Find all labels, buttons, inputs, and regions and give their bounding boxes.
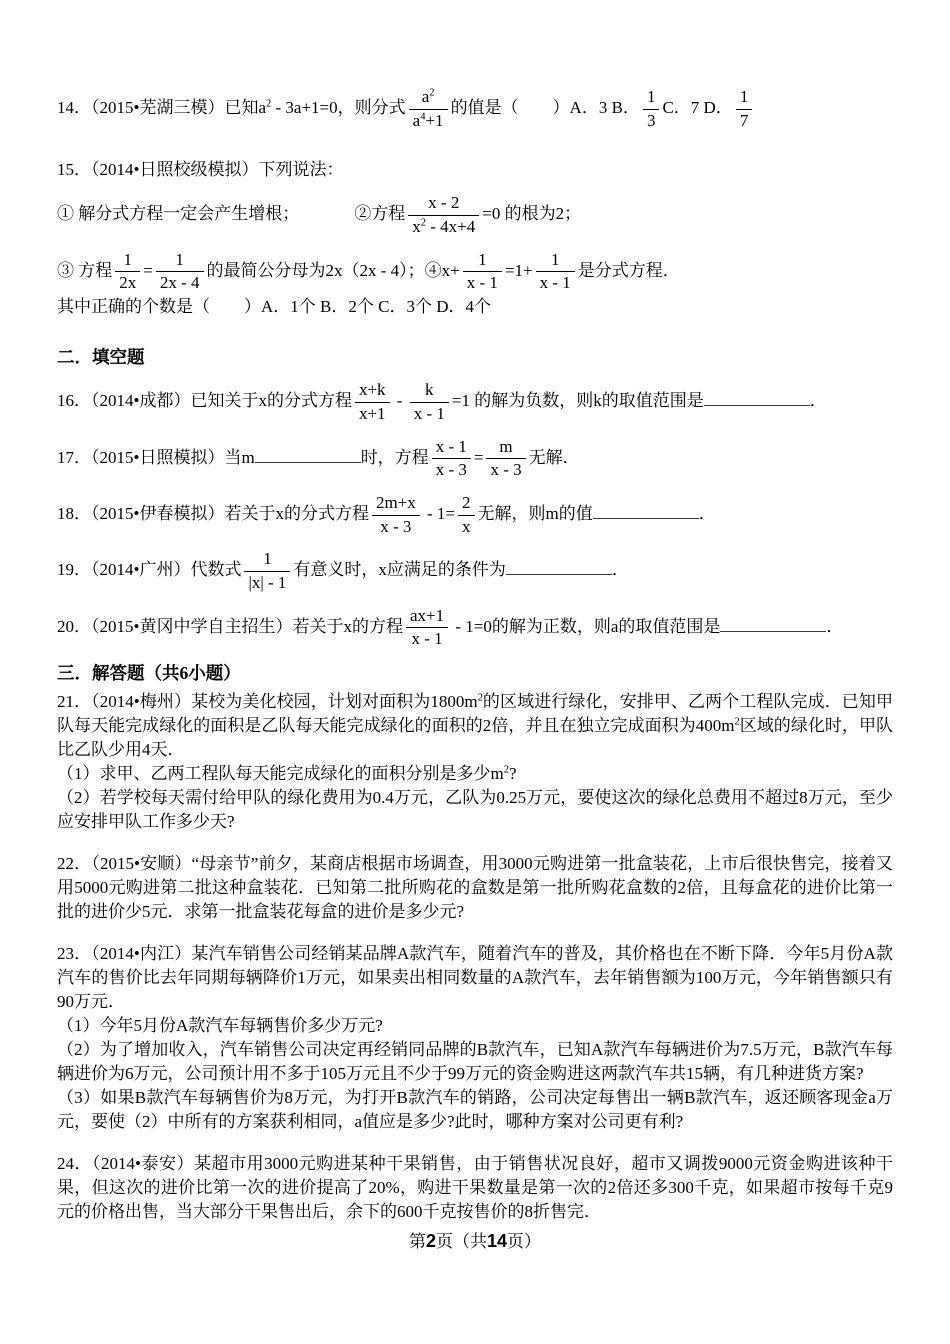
text-run: 2 (462, 492, 471, 512)
text-run: 1 (739, 87, 749, 106)
text-run: - 3a+1=0，则分式 (271, 98, 406, 118)
text-run: x (412, 217, 421, 237)
fraction (458, 494, 475, 536)
answer-blank (720, 629, 826, 632)
text-run: x+k (358, 380, 386, 400)
text-run: - 4x+4 (426, 217, 476, 237)
fraction-numerator (409, 88, 448, 110)
text-run: m (499, 436, 513, 456)
text-run: 3 (646, 110, 656, 130)
superscript: 2 (420, 217, 427, 229)
text-run: 无解，则m的值 (477, 503, 593, 523)
fraction (115, 251, 140, 293)
text-run: 时，方程 (360, 447, 429, 467)
fraction-denominator (432, 459, 471, 480)
question-18 (57, 492, 893, 538)
fraction-denominator (458, 516, 475, 537)
question-23-part-2 (57, 1038, 893, 1086)
text-run: x+1 (358, 403, 386, 423)
fraction (244, 550, 290, 592)
text-run: 21．（2014•梅州）某校为美化校园，计划对面积为1800m (57, 692, 478, 711)
section-heading-fill-in (57, 345, 893, 369)
fraction (409, 88, 448, 130)
text-run: k (425, 380, 434, 400)
text-run: x - 3 (490, 460, 522, 480)
superscript: 4 (420, 111, 426, 123)
fraction-numerator (410, 381, 449, 403)
fraction-numerator (463, 251, 502, 273)
text-run: 的值是（ ）A．3 B． (450, 98, 640, 118)
fraction-numerator (643, 88, 660, 110)
fraction-numerator (355, 381, 390, 403)
text-run: 其中正确的个数是（ ）A．1个 B．2个 C．3个 D．4个 (57, 297, 491, 317)
text-run: x - 1 (413, 403, 445, 423)
text-run: 二．填空题 (57, 347, 145, 368)
text-run: = (143, 260, 153, 280)
text-run: 页） (507, 1232, 542, 1251)
text-run: 14．（2015•芜湖三模）已知a (57, 98, 266, 118)
text-run: a (412, 110, 421, 130)
text-run: x - 1 (539, 273, 571, 293)
text-run: = (473, 447, 484, 467)
text-run: 1 (478, 249, 487, 269)
question-21-part-1 (57, 762, 893, 786)
section-heading-solutions (57, 661, 893, 685)
text-run: 20．（2015•黄冈中学自主招生）若关于x的方程 (57, 616, 403, 636)
question-22 (57, 852, 893, 924)
fraction (486, 438, 525, 480)
text-run: x - 3 (435, 460, 467, 480)
text-run: 的区域进行绿化，安排甲、乙两个工程队完成．已知甲队每天能完成绿化的面积是乙队每天能完成绿化的面积的2倍，并且在独立完成面积为400m (57, 692, 893, 735)
fraction-denominator (408, 216, 479, 237)
superscript: 2 (429, 87, 435, 99)
text-run: =0 的根为2； (482, 204, 582, 224)
text-run: 1 (123, 249, 132, 269)
text-run: x - 3 (380, 516, 412, 536)
fraction-denominator (486, 459, 525, 480)
fraction (410, 381, 449, 423)
text-run: 无解． (528, 447, 580, 467)
text-run: 有意义时，x应满足的条件为 (293, 560, 506, 580)
text-run: - (392, 391, 407, 411)
text-run: x - 1 (466, 273, 498, 293)
text-run: 2m+x (375, 492, 416, 512)
text-run: x - 2 (428, 193, 460, 213)
fraction-denominator (410, 403, 449, 424)
fraction-numerator (536, 251, 575, 273)
text-run: 2x (119, 273, 137, 293)
superscript: 2 (734, 716, 740, 728)
text-run: a (421, 87, 430, 106)
text-run: 页（共 (435, 1232, 487, 1251)
fraction (432, 438, 471, 480)
question-24 (57, 1152, 893, 1224)
text-run: ① 解分式方程一定会产生增根； (57, 204, 300, 224)
fraction-numerator (406, 607, 448, 629)
text-run: ax+1 (409, 605, 445, 625)
text-run: =1 的解为负数，则k的取值范围是 (451, 391, 704, 411)
fraction-numerator (115, 251, 140, 273)
text-run: |x| - 1 (248, 572, 287, 592)
text-run: 区域的绿化时，甲队比乙队少用4天． (57, 716, 893, 759)
text-run: 的最简公分母为2x（2x - 4）；④x+ (206, 260, 460, 280)
question-16 (57, 379, 893, 425)
fraction-denominator (355, 403, 390, 424)
question-20 (57, 605, 893, 651)
text-run: 1 (263, 549, 272, 569)
text-run: x (462, 516, 471, 536)
fraction-numerator (156, 251, 204, 273)
fraction (536, 251, 575, 293)
text-run: （1）今年5月份A款汽车每辆售价多少万元? (57, 1016, 383, 1035)
text-run: ? (509, 764, 517, 783)
text-run: 1 (175, 249, 184, 269)
question-15-statements-1-2 (57, 192, 893, 238)
text-run: ． (698, 503, 716, 523)
question-17 (57, 436, 893, 482)
answer-blank (593, 516, 699, 519)
fraction (463, 251, 502, 293)
document-content (57, 86, 893, 1254)
question-15-options (57, 295, 893, 319)
fraction-denominator (156, 272, 204, 293)
text-run: 三．解答题（共6小题） (57, 663, 241, 683)
text-run: 15．（2014•日照校级模拟）下列说法： (57, 160, 344, 180)
bold-text: 14 (486, 1231, 508, 1251)
fraction-denominator (463, 272, 502, 293)
answer-blank (704, 403, 810, 406)
fraction-denominator (643, 110, 660, 131)
fraction (643, 88, 660, 130)
text-run: 18．（2015•伊春模拟）若关于x的分式方程 (57, 503, 369, 523)
bold-text: 2 (425, 1231, 436, 1251)
fraction-denominator (244, 572, 290, 593)
text-run: （3）如果B款汽车每辆售价为8万元，为打开B款汽车的销路，公司决定每售出一辆B款汽车，返还顾客现金a万元，要使（2）中所有的方案获利相同，a值应是多少?此时，哪种方案对公司更有利? (57, 1088, 893, 1131)
text-run: 2x - 4 (159, 273, 200, 293)
fraction-numerator (408, 194, 479, 216)
question-21 (57, 690, 893, 762)
text-run: C．7 D． (662, 98, 733, 118)
text-run: ． (826, 616, 844, 636)
fraction-numerator (372, 494, 420, 516)
text-run: =1+ (504, 260, 533, 280)
question-21-part-2 (57, 786, 893, 834)
page-footer (57, 1229, 893, 1254)
text-run: 第 (408, 1232, 426, 1251)
text-run: 1 (550, 249, 560, 269)
fraction-denominator (536, 272, 575, 293)
text-run: 24．（2014•泰安）某超市用3000元购进某种干果销售，由于销售状况良好，超市又调拨9000元资金购进该种干果，但这次的进价比第一次的进价提高了20%，购进干果数量是第一次的2倍还多300千克，如果超市按每千克9元的价格出售，当大部分干果售出后，余下的600千克按售价的8折售完． (57, 1154, 893, 1221)
question-23 (57, 942, 893, 1014)
text-run: ③ 方程 (57, 260, 113, 280)
fraction (408, 194, 479, 236)
fraction-numerator (458, 494, 475, 516)
text-run: x - 1 (435, 436, 467, 456)
text-run: （2）若学校每天需付给甲队的绿化费用为0.4万元，乙队为0.25万元，要使这次的绿化总费用不超过8万元，至少应安排甲队工作多少天? (57, 788, 893, 831)
fraction-numerator (486, 438, 525, 460)
text-run: 是分式方程． (577, 260, 680, 280)
text-run: 7 (739, 110, 749, 130)
fraction-denominator (406, 628, 448, 649)
fraction-numerator (244, 550, 290, 572)
text-run: 23．（2014•内江）某汽车销售公司经销某品牌A款汽车，随着汽车的普及，其价格也在不断下降．今年5月份A款汽车的售价比去年同期每辆降价1万元，如果卖出相同数量的A款汽车，去年销售额为100万元，今年销售额只有90万元． (57, 944, 893, 1011)
text-run: ②方程 (354, 204, 406, 224)
text-run: 16．（2014•成都）已知关于x的分式方程 (57, 391, 352, 411)
text-run: （1）求甲、乙两工程队每天能完成绿化的面积分别是多少m (57, 764, 504, 783)
fraction (156, 251, 204, 293)
superscript: 2 (266, 98, 272, 110)
text-run: 19．（2014•广州）代数式 (57, 560, 242, 580)
fraction (736, 88, 753, 130)
question-19 (57, 548, 893, 594)
fraction-denominator (115, 272, 140, 293)
text-run: 1 (646, 87, 656, 106)
text-run: - 1=0的解为正数，则a的取值范围是 (451, 616, 721, 636)
superscript: 2 (477, 692, 483, 704)
text-run: - 1= (422, 503, 456, 523)
fraction (372, 494, 420, 536)
fraction-denominator (409, 110, 448, 131)
superscript: 2 (503, 764, 509, 776)
fraction-numerator (432, 438, 471, 460)
fraction (355, 381, 390, 423)
text-run: +1 (425, 110, 444, 130)
fraction-denominator (736, 110, 753, 131)
fraction (406, 607, 448, 649)
text-run: 17．（2015•日照模拟）当m (57, 447, 255, 467)
text-run: 22．（2015•安顺）“母亲节”前夕，某商店根据市场调查，用3000元购进第一批盒装花，上市后很快售完，接着又用5000元购进第二批这种盒装花．已知第二批所购花的盒数是第一批所购花盒数的2倍，且每盒花的进价比第一批的进价少5元．求第一批盒装花每盒的进价是多少元? (57, 854, 893, 921)
text-run: ． (611, 560, 629, 580)
question-14 (57, 86, 893, 132)
fraction-numerator (736, 88, 753, 110)
fraction-denominator (372, 516, 420, 537)
answer-blank (506, 572, 612, 575)
question-23-part-3 (57, 1086, 893, 1134)
question-15 (57, 158, 893, 182)
text-run: ． (809, 391, 827, 411)
spacer (299, 218, 354, 219)
question-23-part-1 (57, 1014, 893, 1038)
answer-blank (255, 460, 361, 463)
text-run: （2）为了增加收入，汽车销售公司决定再经销同品牌的B款汽车，已知A款汽车每辆进价为7.5万元，B款汽车每辆进价为6万元，公司预计用不多于105万元且不少于99万元的资金购进这两款汽车共15辆，有几种进货方案? (57, 1040, 893, 1083)
text-run: x - 1 (411, 629, 443, 649)
question-15-statements-3-4 (57, 249, 893, 295)
